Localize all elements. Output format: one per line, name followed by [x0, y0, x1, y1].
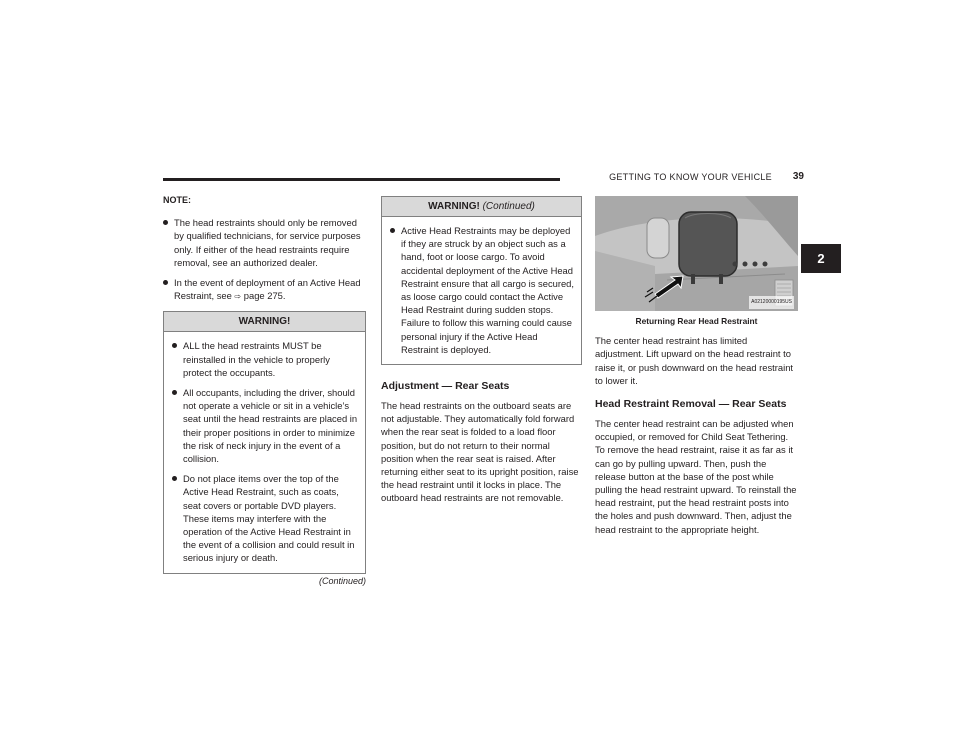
- figure-head-restraint-photo: [595, 196, 798, 311]
- section-heading-adjustment: Adjustment — Rear Seats: [381, 380, 510, 393]
- warning-title-suffix: (Continued): [482, 201, 535, 212]
- warning-box-continued: [381, 196, 582, 365]
- warning-body: [382, 217, 581, 364]
- page-ref-arrow-icon: ⇨: [234, 292, 242, 302]
- column-middle: [381, 196, 582, 511]
- note-item-text: In the event of deployment of an Active Head Restraint, see: [174, 277, 361, 302]
- continued-label: (Continued): [318, 575, 366, 586]
- warning-title: WARNING!: [164, 312, 365, 332]
- warning-item: All occupants, including the driver, should not operate a vehicle or sit in a vehicle’s seat until the head restraints are placed in their proper positions in order to minimize the risk of neck injury in the event of a collision.: [172, 386, 359, 465]
- running-header-title: GETTING TO KNOW YOUR VEHICLE: [560, 170, 778, 184]
- intro-text-center-restraint: The center head restraint has limited adjustment. Lift upward on the head restraint to raise it, or push downward on the head restraint to lower it.: [595, 335, 794, 386]
- section-text-adjustment: The head restraints on the outboard seats are not adjustable. They automatically fold forward when the rear seat is folded to a load floor position, but do not return to their normal position when the rear seat is raised. After returning either seat to its upright position, raise the head restraint until it locks in place. The outboard head restraints are not removable.: [381, 400, 579, 504]
- warning-item: ALL the head restraints MUST be reinstalled in the vehicle to properly protect the occupants.: [172, 339, 359, 379]
- figure-caption: Returning Rear Head Restraint: [635, 316, 758, 326]
- note-item: The head restraints should only be removed by qualified technicians, for service purposes only. If either of the head restraints require removal, see an authorized dealer.: [163, 216, 366, 269]
- chapter-tab: 2: [801, 244, 841, 273]
- section-text-removal: The center head restraint can be adjusted when occupied, or removed for Child Seat Tethering. To remove the head restraint, raise it as far as it can go by pulling upward. Then, push the release button at the base of the post while pulling the head restraint upward. To reinstall the head restraint, put the head restraint posts into the holes and push downward. Then, adjust the head restraint to the appropriate height.: [595, 418, 797, 535]
- column-right: [595, 196, 798, 542]
- page-reference-link[interactable]: page 275.: [243, 290, 286, 302]
- page-number: 39: [778, 170, 804, 184]
- warning-box: [163, 311, 366, 573]
- column-left: [163, 194, 366, 588]
- section-heading-removal: Head Restraint Removal — Rear Seats: [595, 398, 787, 411]
- warning-item: Active Head Restraints may be deployed if they are struck by an object such as a hand, foot or loose cargo. To avoid accidental deployment of the Active Head Restraint ensure that all cargo is secured, as loose cargo could contact the Active Head Restraint during sudden stops. Failure to follow this warning could cause personal injury if the Active Head Restraint is deployed.: [390, 224, 575, 356]
- warning-body: [164, 332, 365, 572]
- warning-title-text: WARNING!: [428, 201, 480, 212]
- figure-code: A02120000195US: [749, 296, 794, 309]
- note-item: [163, 276, 366, 303]
- note-label: NOTE:: [163, 195, 191, 205]
- head-restraint-illustration: [595, 196, 798, 311]
- warning-item: Do not place items over the top of the Active Head Restraint, such as coats, seat covers or portable DVD players. These items may interfere with the operation of the Active Head Restraint in the event of a collision and could result in serious injury or death.: [172, 472, 359, 564]
- warning-title: [382, 197, 581, 217]
